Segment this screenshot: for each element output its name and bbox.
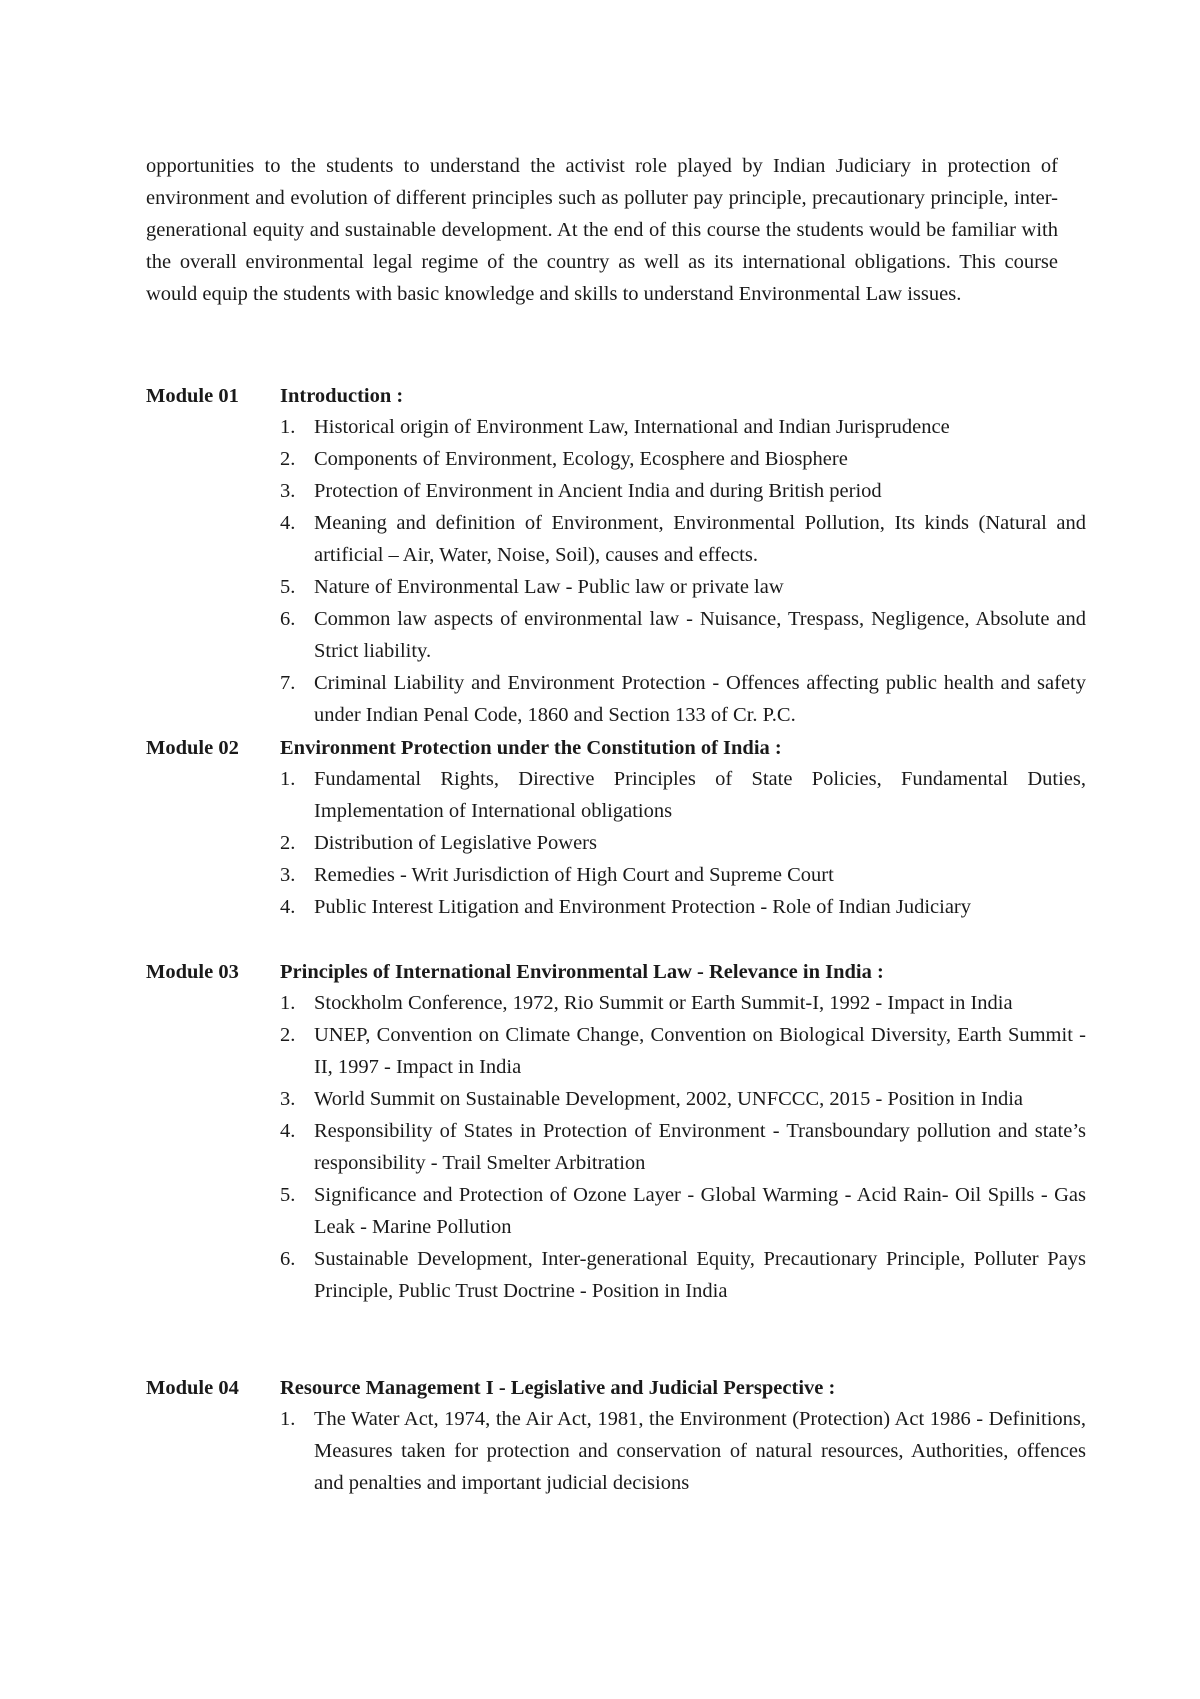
item-number: 2.: [280, 832, 296, 854]
list-item: [280, 827, 1086, 859]
module-header: [146, 1373, 1086, 1403]
item-number: 2.: [280, 448, 296, 470]
item-number: 3.: [280, 1088, 296, 1110]
module-item-list: [146, 411, 1086, 731]
list-item: [280, 507, 1086, 571]
item-text: Distribution of Legislative Powers: [314, 832, 597, 854]
item-text: Remedies - Writ Jurisdiction of High Court and Supreme Court: [314, 864, 834, 886]
item-number: 1.: [280, 768, 296, 790]
item-text: Fundamental Rights, Directive Principles of State Policies, Fundamental Duties, Implementation of International obligations: [314, 768, 1086, 822]
item-number: 4.: [280, 1120, 296, 1142]
item-number: 2.: [280, 1024, 296, 1046]
module-title: Environment Protection under the Constitution of India :: [280, 737, 782, 759]
list-item: [280, 571, 1086, 603]
module-label: Module 03: [146, 961, 239, 983]
module-header: [146, 733, 1086, 763]
item-text: Stockholm Conference, 1972, Rio Summit or Earth Summit-I, 1992 - Impact in India: [314, 992, 1013, 1014]
list-item: [280, 1243, 1086, 1307]
list-item: [280, 443, 1086, 475]
item-number: 6.: [280, 1248, 296, 1270]
item-number: 6.: [280, 608, 296, 630]
list-item: [280, 859, 1086, 891]
module-header: [146, 381, 1086, 411]
list-item: [280, 1083, 1086, 1115]
module-item-list: [146, 763, 1086, 923]
module-item-list: [146, 1403, 1086, 1499]
module-title: Resource Management I - Legislative and Judicial Perspective :: [280, 1377, 836, 1399]
list-item: [280, 1115, 1086, 1179]
module-item-list: [146, 987, 1086, 1307]
list-item: [280, 987, 1086, 1019]
item-text: Sustainable Development, Inter-generational Equity, Precautionary Principle, Polluter Pays Principle, Public Trust Doctrine - Position in India: [314, 1248, 1086, 1302]
item-number: 1.: [280, 416, 296, 438]
module-title: Principles of International Environmental Law - Relevance in India :: [280, 961, 884, 983]
module-04: [146, 1373, 1086, 1499]
item-number: 1.: [280, 1408, 296, 1430]
list-item: [280, 411, 1086, 443]
list-item: [280, 1179, 1086, 1243]
list-item: [280, 891, 1086, 923]
item-text: Nature of Environmental Law - Public law or private law: [314, 576, 784, 598]
list-item: [280, 763, 1086, 827]
module-label: Module 01: [146, 385, 239, 407]
module-01: [146, 381, 1086, 731]
list-item: [280, 1403, 1086, 1499]
item-text: Components of Environment, Ecology, Ecosphere and Biosphere: [314, 448, 848, 470]
item-text: Common law aspects of environmental law - Nuisance, Trespass, Negligence, Absolute and Strict liability.: [314, 608, 1086, 662]
item-text: The Water Act, 1974, the Air Act, 1981, the Environment (Protection) Act 1986 - Definitions, Measures taken for protection and conservation of natural resources, Authorities, offences and penalties and important judicial decisions: [314, 1408, 1086, 1494]
item-number: 4.: [280, 896, 296, 918]
item-text: Criminal Liability and Environment Protection - Offences affecting public health and safety under Indian Penal Code, 1860 and Section 133 of Cr. P.C.: [314, 672, 1086, 726]
list-item: [280, 667, 1086, 731]
item-number: 3.: [280, 480, 296, 502]
module-label: Module 04: [146, 1377, 239, 1399]
item-text: Protection of Environment in Ancient India and during British period: [314, 480, 882, 502]
module-title: Introduction :: [280, 385, 404, 407]
item-number: 7.: [280, 672, 296, 694]
item-text: World Summit on Sustainable Development, 2002, UNFCCC, 2015 - Position in India: [314, 1088, 1024, 1110]
item-number: 4.: [280, 512, 296, 534]
item-number: 3.: [280, 864, 296, 886]
item-text: Historical origin of Environment Law, International and Indian Jurisprudence: [314, 416, 950, 438]
item-text: Responsibility of States in Protection of Environment - Transboundary pollution and state’s responsibility - Trail Smelter Arbitration: [314, 1120, 1086, 1174]
module-02: [146, 733, 1086, 923]
item-text: Significance and Protection of Ozone Layer - Global Warming - Acid Rain- Oil Spills - Gas Leak - Marine Pollution: [314, 1184, 1086, 1238]
item-text: UNEP, Convention on Climate Change, Convention on Biological Diversity, Earth Summit - II, 1997 - Impact in India: [314, 1024, 1086, 1078]
item-text: Meaning and definition of Environment, Environmental Pollution, Its kinds (Natural and artificial – Air, Water, Noise, Soil), causes and effects.: [314, 512, 1086, 566]
item-number: 5.: [280, 1184, 296, 1206]
intro-paragraph: opportunities to the students to understand the activist role played by Indian Judiciary in protection of environment and evolution of different principles such as polluter pay principle, precautionary principle, inter-generational equity and sustainable development. At the end of this course the students would be familiar with the overall environmental legal regime of the country as well as its international obligations. This course would equip the students with basic knowledge and skills to understand Environmental Law issues.: [146, 155, 1058, 305]
module-03: [146, 957, 1086, 1307]
module-header: [146, 957, 1086, 987]
list-item: [280, 1019, 1086, 1083]
list-item: [280, 603, 1086, 667]
item-number: 5.: [280, 576, 296, 598]
module-label: Module 02: [146, 737, 239, 759]
item-number: 1.: [280, 992, 296, 1014]
list-item: [280, 475, 1086, 507]
item-text: Public Interest Litigation and Environment Protection - Role of Indian Judiciary: [314, 896, 971, 918]
